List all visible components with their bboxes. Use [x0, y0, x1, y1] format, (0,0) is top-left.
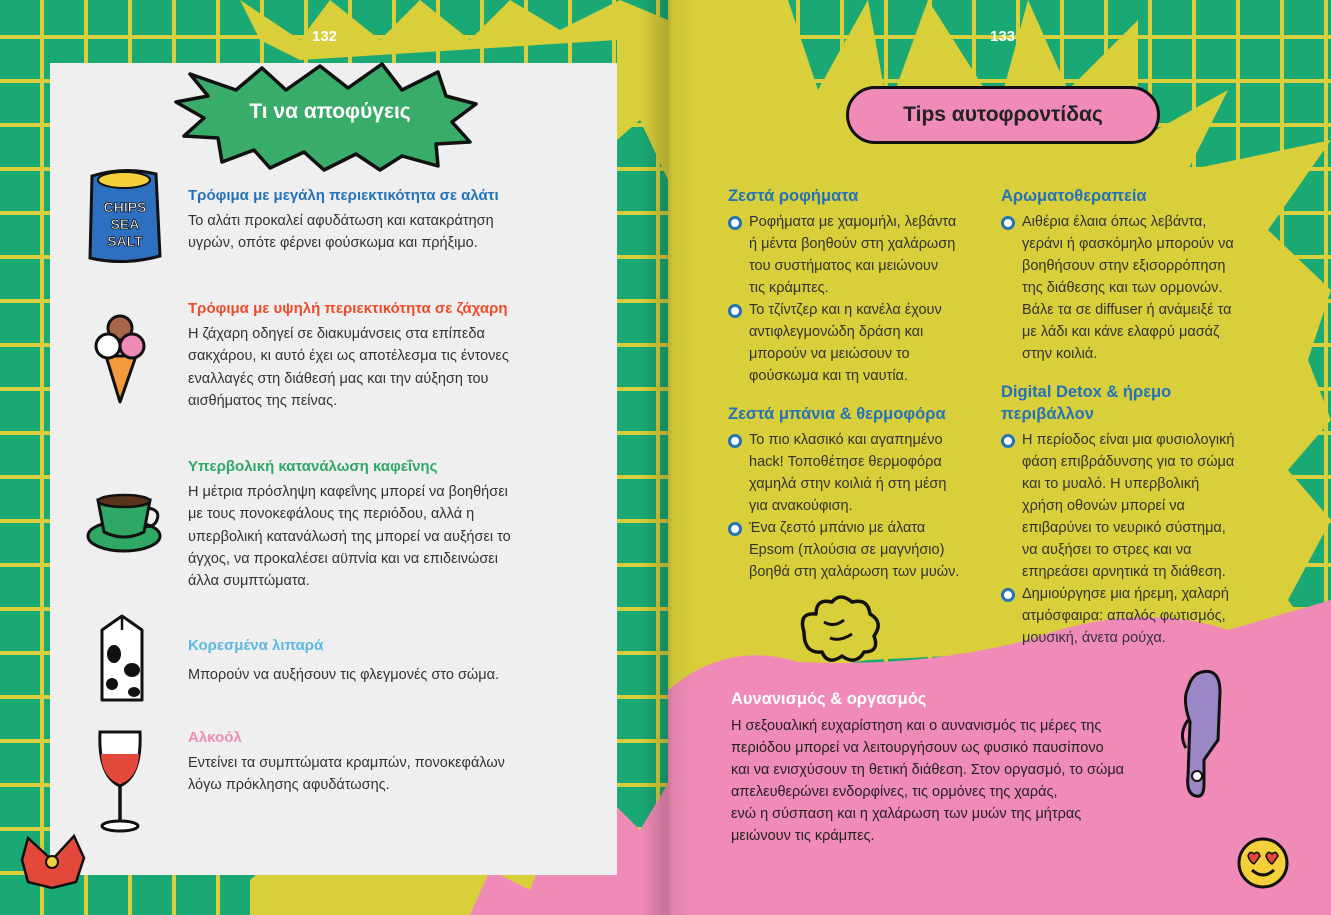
section-warm-baths: [728, 403, 983, 583]
item-heading: Τρόφιμα με υψηλή περιεκτικότητα σε ζάχαρη: [188, 300, 508, 317]
bullet-item: Το τζίντζερ και η κανέλα έχουν αντιφλεγμονώδη δράση και μπορούν να μειώσουν το φούσκωμα και τη ναυτία.: [728, 299, 983, 387]
bullet-icon: [728, 304, 742, 318]
item-text: Μπορούν να αυξήσουν τις φλεγμονές στο σώμα.: [188, 667, 500, 683]
chips-line-3: SALT: [107, 233, 143, 249]
bullet-icon: [728, 522, 742, 536]
coffee-cup-icon: [86, 488, 164, 556]
bullet-item: Δημιούργησε μια ήρεμη, χαλαρή ατμόσφαιρα: απαλός φωτισμός, μουσική, άνετα ρούχα.: [1001, 583, 1263, 649]
bullet-icon: [1001, 588, 1015, 602]
bullet-icon: [728, 216, 742, 230]
bullet-item: Ένα ζεστό μπάνιο με άλατα Epsom (πλούσια σε μαγνήσιο) βοηθά στη χαλάρωση των μυών.: [728, 517, 983, 583]
vibrator-icon: [1180, 664, 1228, 802]
ginger-root-icon: [794, 592, 884, 668]
ice-cream-icon: [94, 312, 148, 404]
item-heading: Τρόφιμα με μεγάλη περιεκτικότητα σε αλάτι: [188, 187, 499, 204]
self-care-title: Tips αυτοφροντίδας: [846, 86, 1160, 144]
chips-line-1: CHIPS: [103, 199, 147, 215]
item-heading: Κορεσμένα λιπαρά: [188, 637, 324, 654]
item-heading: Υπερβολική κατανάλωση καφεΐνης: [188, 458, 438, 475]
bullet-icon: [728, 434, 742, 448]
chips-line-2: SEA: [110, 216, 140, 232]
item-saturated-fats: [188, 637, 548, 686]
bullet-item: Το πιο κλασικό και αγαπημένο hack! Τοποθέτησε θερμοφόρα χαμηλά στην κοιλιά ή στη μέση για ανακούφιση.: [728, 429, 983, 517]
section-aromatherapy: [1001, 185, 1256, 365]
section-heading: Ζεστά ροφήματα: [728, 187, 859, 205]
item-text: Η μέτρια πρόσληψη καφεΐνης μπορεί να βοηθήσει με τους πονοκεφάλους της περιόδου, αλλά η υπερβολική κατανάλωσή της μπορεί να αυξήσει το άγχος, να προκαλέσει αϋπνία και να επιδεινώσει άλλα συμπτώματα.: [188, 484, 511, 590]
item-salt: [188, 187, 548, 255]
section-heading: Αυνανισμός & οργασμός: [731, 690, 927, 708]
hibiscus-flower-icon: [16, 830, 90, 892]
section-digital-detox: [1001, 381, 1263, 649]
page-number-right: 133: [990, 28, 1016, 45]
bullet-icon: [1001, 434, 1015, 448]
item-text: Εντείνει τα συμπτώματα κραμπών, πονοκεφάλων λόγω πρόκλησης αφυδάτωσης.: [188, 755, 505, 794]
section-warm-drinks: [728, 185, 983, 387]
item-sugar: [188, 300, 548, 412]
item-heading: Αλκοόλ: [188, 729, 242, 746]
section-heading: Αρωματοθεραπεία: [1001, 187, 1147, 205]
item-caffeine: [188, 458, 548, 592]
section-heading: Digital Detox & ήρεμο περιβάλλον: [1001, 383, 1172, 423]
item-text: Η ζάχαρη οδηγεί σε διακυμάνσεις στα επίπεδα σακχάρου, κι αυτό έχει ως αποτέλεσμα τις έντονες εναλλαγές στη διάθεσή μας και την αύξηση του αισθήματος της πείνας.: [188, 326, 509, 409]
bullet-icon: [1001, 216, 1015, 230]
section-arousal: [731, 690, 1161, 848]
arousal-text: Η σεξουαλική ευχαρίστηση και ο αυνανισμός τις μέρες της περιόδου μπορεί να λειτουργήσουν ως φυσικό παυσίπονο και να ενισχύσουν τη θετική διάθεση. Στον οργασμό, το σώμα απελευθερώνει ενδορφίνες, τις ορμόνες της χαράς, ενώ η σύσπαση και η χαλάρωση των μυών της μήτρας μειώνουν τις κράμπες.: [731, 718, 1125, 845]
bullet-item: Η περίοδος είναι μια φυσιολογική φάση επιβράδυνσης για το σώμα και το μυαλό. Η υπερβολική χρήση οθονών μπορεί να επιβαρύνει το νευρικό σύστημα, να αυξήσει το στρες και να επηρεάσει αρνητικά τη διάθεση.: [1001, 429, 1263, 583]
bullet-item: Ροφήματα με χαμομήλι, λεβάντα ή μέντα βοηθούν στη χαλάρωση του συστήματος και μειώνουν τις κράμπες.: [728, 211, 983, 299]
item-text: Το αλάτι προκαλεί αφυδάτωση και κατακράτηση υγρών, οπότε φέρνει φούσκωμα και πρήξιμο.: [188, 213, 494, 252]
avoid-title: Τι να αποφύγεις: [249, 100, 411, 123]
item-alcohol: [188, 729, 548, 797]
heart-eyes-emoji-icon: [1236, 836, 1290, 890]
chips-bag-icon: [84, 166, 166, 268]
page-number-left: 132: [312, 28, 338, 45]
section-heading: Ζεστά μπάνια & θερμοφόρα: [728, 405, 946, 423]
milk-carton-icon: [96, 612, 148, 704]
bullet-item: Αιθέρια έλαια όπως λεβάντα, γεράνι ή φασκόμηλο μπορούν να βοηθήσουν στην εξισορρόπηση της διάθεσης και των ορμονών. Βάλε τα σε diffuser ή ανάμειξέ τα με λάδι και κάνε ελαφρύ μασάζ στην κοιλιά.: [1001, 211, 1256, 365]
wine-glass-icon: [96, 728, 144, 834]
